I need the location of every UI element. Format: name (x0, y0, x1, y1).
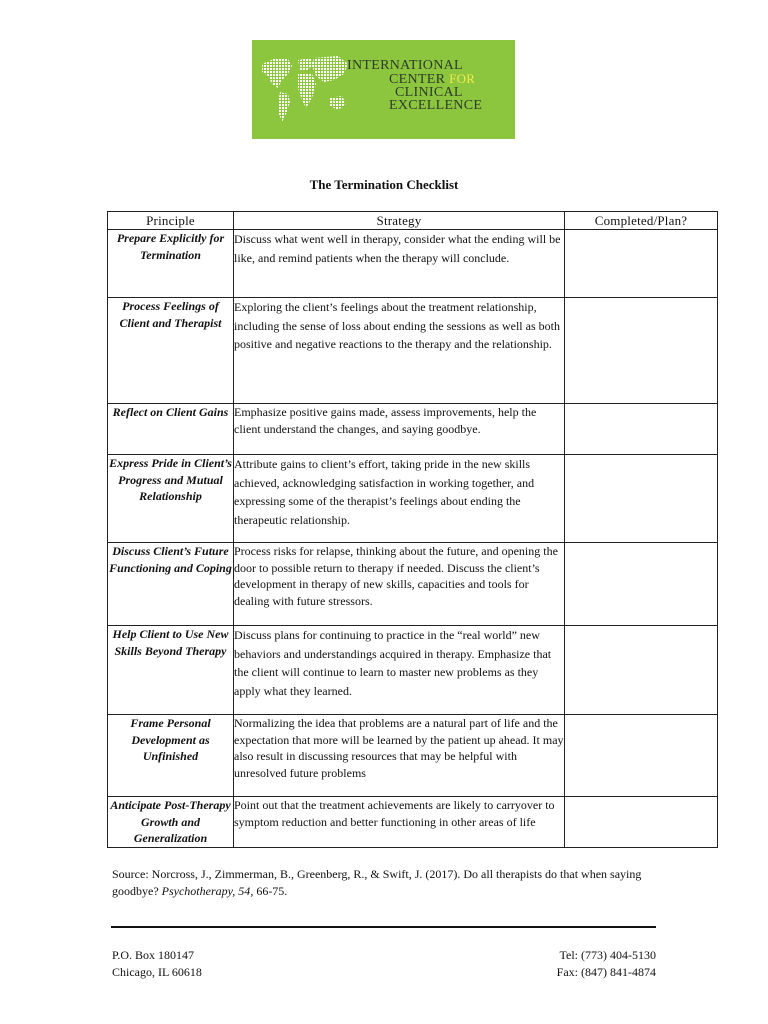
citation-pages: , 66-75. (250, 884, 288, 898)
footer-divider (111, 926, 656, 928)
completed-plan-cell[interactable] (565, 298, 718, 404)
principle-cell: Discuss Client’s Future Functioning and Coping (108, 543, 234, 626)
completed-plan-cell[interactable] (565, 455, 718, 543)
telephone-number: Tel: (773) 404-5130 (559, 948, 656, 962)
header-strategy: Strategy (234, 212, 565, 230)
strategy-cell: Discuss what went well in therapy, consider what the ending will be like, and remind patients when the therapy will conclude. (234, 230, 565, 298)
header-principle: Principle (108, 212, 234, 230)
principle-cell: Help Client to Use New Skills Beyond Therapy (108, 626, 234, 715)
strategy-cell: Process risks for relapse, thinking about the future, and opening the door to possible return to therapy if needed. Discuss the client’s development in therapy of new skills, capacities and tools for dealing with future stressors. (234, 543, 565, 626)
logo-wordmark (347, 59, 509, 112)
principle-cell: Prepare Explicitly for Termination (108, 230, 234, 298)
completed-plan-cell[interactable] (565, 797, 718, 848)
strategy-cell: Discuss plans for continuing to practice in the “real world” new behaviors and understandings acquired in therapy. Emphasize that the client will continue to learn to master new problems as they apply what they learned. (234, 626, 565, 715)
strategy-cell: Emphasize positive gains made, assess improvements, help the client understand the changes, and saying goodbye. (234, 404, 565, 455)
principle-cell: Express Pride in Client’s Progress and Mutual Relationship (108, 455, 234, 543)
logo-line-international: INTERNATIONAL (347, 58, 463, 73)
table-row (108, 543, 718, 626)
strategy-cell: Exploring the client’s feelings about the treatment relationship, including the sense of loss about ending the sessions as well as both positive and negative reactions to the therapy and the relationship. (234, 298, 565, 404)
completed-plan-cell[interactable] (565, 715, 718, 797)
logo-line-excellence: EXCELLENCE (389, 98, 483, 113)
world-map-icon (258, 50, 350, 132)
principle-cell: Reflect on Client Gains (108, 404, 234, 455)
citation-journal: Psychotherapy, 54 (161, 884, 251, 898)
logo-line-clinical: CLINICAL (395, 85, 463, 100)
logo-word-for: FOR (449, 71, 476, 86)
completed-plan-cell[interactable] (565, 626, 718, 715)
strategy-cell: Attribute gains to client’s effort, taking pride in the new skills achieved, acknowledging satisfaction in working together, and expressing some of the therapist’s feelings about ending the therapeutic relationship. (234, 455, 565, 543)
completed-plan-cell[interactable] (565, 404, 718, 455)
table-header-row (108, 212, 718, 230)
completed-plan-cell[interactable] (565, 543, 718, 626)
table-row (108, 230, 718, 298)
logo-word-center: CENTER (389, 72, 446, 87)
address-line-2: Chicago, IL 60618 (112, 964, 202, 979)
table-row (108, 626, 718, 715)
citation-text: Source: Norcross, J., Zimmerman, B., Greenberg, R., & Swift, J. (2017). Do all therapists do that when saying goodbye? (112, 867, 642, 898)
fax-number: Fax: (847) 841-4874 (556, 964, 656, 979)
document-title: The Termination Checklist (309, 177, 459, 192)
logo-line-center (347, 72, 509, 86)
principle-cell: Anticipate Post-Therapy Growth and Generalization (108, 797, 234, 848)
principle-cell: Frame Personal Development as Unfinished (108, 715, 234, 797)
termination-checklist-table (107, 211, 718, 848)
table-row (108, 455, 718, 543)
principle-cell: Process Feelings of Client and Therapist (108, 298, 234, 404)
table-row (108, 404, 718, 455)
address-line-1: P.O. Box 180147 (112, 948, 195, 962)
table-row (108, 298, 718, 404)
organization-logo (252, 40, 515, 139)
table-row (108, 715, 718, 797)
source-citation (112, 866, 672, 900)
footer-address (112, 947, 202, 980)
header-completed-plan: Completed/Plan? (565, 212, 718, 230)
completed-plan-cell[interactable] (565, 230, 718, 298)
strategy-cell: Normalizing the idea that problems are a natural part of life and the expectation that more will be learned by the patient up ahead. It may also result in discussing resources that may be helpful with unresolved future problems (234, 715, 565, 797)
footer-contact (557, 947, 656, 980)
table-row (108, 797, 718, 848)
strategy-cell: Point out that the treatment achievements are likely to carryover to symptom reduction and better functioning in other areas of life (234, 797, 565, 848)
